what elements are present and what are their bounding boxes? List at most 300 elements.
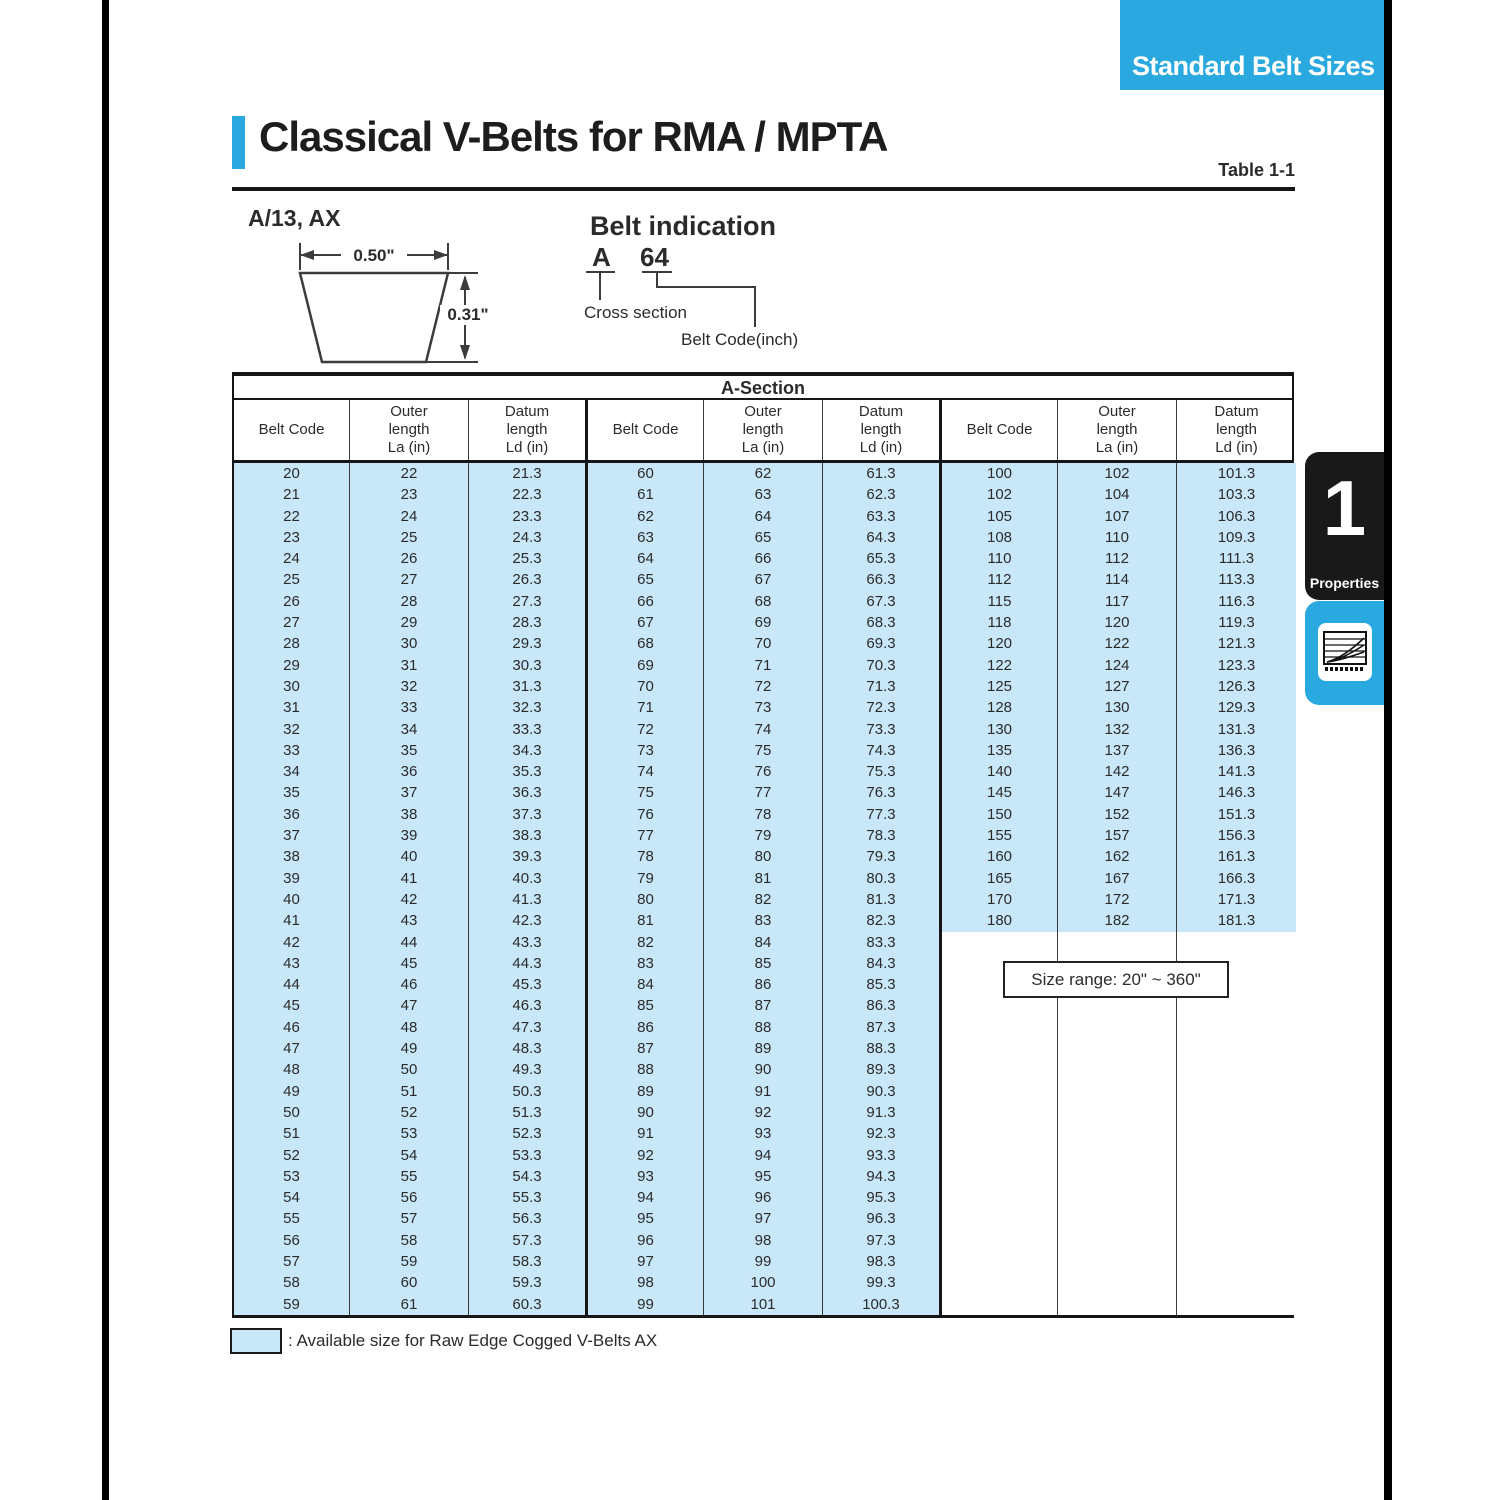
left-page-rule <box>102 0 109 1500</box>
table-cell: 32 <box>234 719 350 740</box>
table-cell: 52 <box>234 1145 350 1166</box>
table-cell: 70 <box>704 633 823 654</box>
table-cell: 33.3 <box>469 719 588 740</box>
table-cell: 59 <box>350 1251 469 1272</box>
table-reference: Table 1-1 <box>1218 160 1295 180</box>
table-cell: 131.3 <box>1177 719 1296 740</box>
table-cell: 83 <box>704 910 823 931</box>
table-cell <box>1177 1081 1296 1102</box>
table-cell: 60 <box>588 463 704 484</box>
table-cell: 50 <box>350 1059 469 1080</box>
table-cell: 63.3 <box>823 506 942 527</box>
table-row <box>234 569 1292 590</box>
table-cell: 22 <box>234 506 350 527</box>
table-cell: 26 <box>350 548 469 569</box>
table-cell: 91 <box>704 1081 823 1102</box>
table-row <box>234 1017 1292 1038</box>
table-cell: 54 <box>234 1187 350 1208</box>
chart-curves-icon <box>1323 631 1367 673</box>
table-cell: 103.3 <box>1177 484 1296 505</box>
belt-code-label: Belt Code(inch) <box>681 330 799 349</box>
table-cell: 26 <box>234 591 350 612</box>
table-cell: 60.3 <box>469 1294 588 1315</box>
table-cell <box>942 995 1058 1016</box>
table-cell: 61.3 <box>823 463 942 484</box>
table-cell: 47 <box>234 1038 350 1059</box>
table-row <box>234 910 1292 931</box>
table-cell: 76 <box>704 761 823 782</box>
table-cell: 156.3 <box>1177 825 1296 846</box>
table-cell: 49 <box>350 1038 469 1059</box>
table-cell: 66 <box>704 548 823 569</box>
table-cell <box>942 1145 1058 1166</box>
column-header: Outer length La (in) <box>1058 400 1177 460</box>
table-body <box>234 463 1292 1315</box>
table-cell: 117 <box>1058 591 1177 612</box>
table-row <box>234 846 1292 867</box>
profile-label: A/13, AX <box>248 205 341 231</box>
table-cell: 75 <box>704 740 823 761</box>
table-row <box>234 1081 1292 1102</box>
legend-text: : Available size for Raw Edge Cogged V-Belts AX <box>288 1331 658 1350</box>
table-cell <box>942 1272 1058 1293</box>
column-header: Datum length Ld (in) <box>469 400 588 460</box>
table-row <box>234 825 1292 846</box>
table-cell: 36.3 <box>469 782 588 803</box>
table-cell: 38 <box>350 804 469 825</box>
table-cell: 116.3 <box>1177 591 1296 612</box>
table-cell: 88 <box>704 1017 823 1038</box>
table-cell: 86.3 <box>823 995 942 1016</box>
table-cell: 98 <box>588 1272 704 1293</box>
table-cell: 152 <box>1058 804 1177 825</box>
table-cell: 23 <box>234 527 350 548</box>
table-row <box>234 719 1292 740</box>
table-cell: 97 <box>704 1208 823 1229</box>
table-cell: 56 <box>350 1187 469 1208</box>
table-row <box>234 506 1292 527</box>
table-cell: 145 <box>942 782 1058 803</box>
table-cell: 38 <box>234 846 350 867</box>
table-row <box>234 591 1292 612</box>
table-cell: 29 <box>350 612 469 633</box>
table-cell: 160 <box>942 846 1058 867</box>
table-cell: 46.3 <box>469 995 588 1016</box>
table-cell: 42.3 <box>469 910 588 931</box>
table-cell: 96 <box>588 1230 704 1251</box>
table-cell: 86 <box>588 1017 704 1038</box>
table-cell <box>942 932 1058 953</box>
table-cell <box>942 1251 1058 1272</box>
table-cell: 91.3 <box>823 1102 942 1123</box>
table-cell: 54.3 <box>469 1166 588 1187</box>
table-cell: 54 <box>350 1145 469 1166</box>
table-cell: 93.3 <box>823 1145 942 1166</box>
table-cell: 120 <box>1058 612 1177 633</box>
table-cell <box>1177 1102 1296 1123</box>
table-cell <box>1058 1166 1177 1187</box>
table-cell: 102 <box>942 484 1058 505</box>
table-cell: 28 <box>350 591 469 612</box>
table-cell: 29.3 <box>469 633 588 654</box>
table-cell: 59 <box>234 1294 350 1315</box>
table-cell: 76 <box>588 804 704 825</box>
table-cell: 67.3 <box>823 591 942 612</box>
table-cell: 45 <box>350 953 469 974</box>
belt-cross-section-shape <box>300 273 448 362</box>
table-cell: 92 <box>704 1102 823 1123</box>
table-cell: 121.3 <box>1177 633 1296 654</box>
right-page-rule <box>1384 0 1392 1500</box>
table-cell <box>1177 932 1296 953</box>
table-cell: 61 <box>350 1294 469 1315</box>
table-cell: 167 <box>1058 868 1177 889</box>
table-cell <box>1058 1059 1177 1080</box>
table-cell: 53.3 <box>469 1145 588 1166</box>
table-cell: 104 <box>1058 484 1177 505</box>
table-cell: 55 <box>350 1166 469 1187</box>
table-cell: 29 <box>234 655 350 676</box>
table-cell: 112 <box>942 569 1058 590</box>
table-cell: 106.3 <box>1177 506 1296 527</box>
table-cell <box>1177 1272 1296 1293</box>
table-cell: 99 <box>704 1251 823 1272</box>
table-cell: 99.3 <box>823 1272 942 1293</box>
height-dimension-label: 0.31" <box>440 305 496 325</box>
table-cell: 129.3 <box>1177 697 1296 718</box>
table-cell: 84 <box>704 932 823 953</box>
table-cell: 67 <box>588 612 704 633</box>
table-cell: 44 <box>350 932 469 953</box>
table-cell: 80 <box>588 889 704 910</box>
table-cell <box>942 1081 1058 1102</box>
table-cell: 137 <box>1058 740 1177 761</box>
table-cell: 44.3 <box>469 953 588 974</box>
table-cell: 94 <box>704 1145 823 1166</box>
table-cell: 166.3 <box>1177 868 1296 889</box>
table-cell <box>1177 1294 1296 1315</box>
table-cell: 46 <box>234 1017 350 1038</box>
table-cell: 48.3 <box>469 1038 588 1059</box>
table-cell: 84 <box>588 974 704 995</box>
table-cell: 41.3 <box>469 889 588 910</box>
table-cell: 151.3 <box>1177 804 1296 825</box>
table-cell: 70.3 <box>823 655 942 676</box>
table-cell <box>1177 1166 1296 1187</box>
table-cell: 24.3 <box>469 527 588 548</box>
table-cell: 27 <box>350 569 469 590</box>
table-cell: 37.3 <box>469 804 588 825</box>
table-cell: 68 <box>588 633 704 654</box>
table-cell: 39.3 <box>469 846 588 867</box>
table-cell: 80 <box>704 846 823 867</box>
table-row <box>234 1251 1292 1272</box>
table-cell: 79 <box>704 825 823 846</box>
table-cell: 25 <box>234 569 350 590</box>
table-row <box>234 676 1292 697</box>
table-cell: 165 <box>942 868 1058 889</box>
table-cell: 95.3 <box>823 1187 942 1208</box>
table-cell: 63 <box>588 527 704 548</box>
table-cell <box>1058 1102 1177 1123</box>
table-cell: 110 <box>942 548 1058 569</box>
table-cell: 113.3 <box>1177 569 1296 590</box>
table-cell: 42 <box>350 889 469 910</box>
table-cell: 87 <box>704 995 823 1016</box>
table-cell: 32.3 <box>469 697 588 718</box>
table-cell: 58 <box>350 1230 469 1251</box>
table-cell: 80.3 <box>823 868 942 889</box>
table-cell: 30 <box>350 633 469 654</box>
table-cell: 59.3 <box>469 1272 588 1293</box>
corner-banner-label: Standard Belt Sizes <box>1132 51 1375 81</box>
table-cell: 65.3 <box>823 548 942 569</box>
cross-section-label: Cross section <box>584 303 687 322</box>
table-cell: 161.3 <box>1177 846 1296 867</box>
table-cell: 34.3 <box>469 740 588 761</box>
table-cell: 46 <box>350 974 469 995</box>
table-cell: 132 <box>1058 719 1177 740</box>
table-cell: 77.3 <box>823 804 942 825</box>
table-cell <box>1177 1123 1296 1144</box>
table-cell: 25 <box>350 527 469 548</box>
table-cell: 130 <box>942 719 1058 740</box>
table-cell <box>942 1230 1058 1251</box>
table-row <box>234 633 1292 654</box>
chart-icon-box <box>1318 623 1372 681</box>
table-cell: 146.3 <box>1177 782 1296 803</box>
legend <box>230 1326 657 1356</box>
table-cell: 28.3 <box>469 612 588 633</box>
table-cell: 85.3 <box>823 974 942 995</box>
table-cell: 88.3 <box>823 1038 942 1059</box>
title-rule <box>232 187 1295 191</box>
table-cell: 82 <box>704 889 823 910</box>
table-cell: 109.3 <box>1177 527 1296 548</box>
table-cell: 64 <box>704 506 823 527</box>
table-row <box>234 782 1292 803</box>
table-cell: 48 <box>234 1059 350 1080</box>
table-cell <box>1058 1145 1177 1166</box>
table-row <box>234 889 1292 910</box>
table-cell <box>1058 932 1177 953</box>
table-cell: 20 <box>234 463 350 484</box>
table-row <box>234 995 1292 1016</box>
indication-section-letter: A <box>592 242 611 272</box>
column-header: Outer length La (in) <box>704 400 823 460</box>
table-cell: 102 <box>1058 463 1177 484</box>
table-cell: 45 <box>234 995 350 1016</box>
table-cell: 171.3 <box>1177 889 1296 910</box>
table-cell: 37 <box>350 782 469 803</box>
table-cell: 52 <box>350 1102 469 1123</box>
table-cell: 98 <box>704 1230 823 1251</box>
table-cell: 69.3 <box>823 633 942 654</box>
table-cell <box>1177 1251 1296 1272</box>
table-cell <box>1058 1272 1177 1293</box>
table-cell: 62 <box>588 506 704 527</box>
table-cell: 49.3 <box>469 1059 588 1080</box>
table-cell: 83.3 <box>823 932 942 953</box>
belt-indication-title: Belt indication <box>590 211 777 241</box>
vbelt-size-table <box>232 372 1294 1318</box>
table-cell: 71.3 <box>823 676 942 697</box>
table-cell: 96 <box>704 1187 823 1208</box>
table-cell: 23 <box>350 484 469 505</box>
table-cell: 41 <box>234 910 350 931</box>
table-cell: 89.3 <box>823 1059 942 1080</box>
table-cell: 89 <box>588 1081 704 1102</box>
corner-banner <box>1120 0 1384 90</box>
table-cell: 89 <box>704 1038 823 1059</box>
table-cell: 140 <box>942 761 1058 782</box>
table-cell: 74.3 <box>823 740 942 761</box>
table-cell: 78.3 <box>823 825 942 846</box>
table-row <box>234 484 1292 505</box>
table-cell: 32 <box>350 676 469 697</box>
table-row <box>234 527 1292 548</box>
table-cell: 57.3 <box>469 1230 588 1251</box>
table-cell: 21 <box>234 484 350 505</box>
table-cell: 36 <box>350 761 469 782</box>
indication-code-number: 64 <box>640 242 669 272</box>
table-cell: 34 <box>234 761 350 782</box>
table-cell: 66.3 <box>823 569 942 590</box>
table-cell: 75.3 <box>823 761 942 782</box>
table-cell <box>942 1166 1058 1187</box>
table-row <box>234 1038 1292 1059</box>
table-cell: 92.3 <box>823 1123 942 1144</box>
properties-chart-tab <box>1305 601 1384 705</box>
table-cell: 95 <box>704 1166 823 1187</box>
table-cell: 73 <box>704 697 823 718</box>
chapter-tab <box>1305 452 1384 600</box>
legend-swatch <box>230 1328 282 1354</box>
table-cell: 22 <box>350 463 469 484</box>
table-cell: 28 <box>234 633 350 654</box>
table-cell: 110 <box>1058 527 1177 548</box>
table-cell: 53 <box>350 1123 469 1144</box>
size-range-note: Size range: 20" ~ 360" <box>1003 961 1229 998</box>
table-cell: 86 <box>704 974 823 995</box>
table-cell: 96.3 <box>823 1208 942 1229</box>
table-cell: 21.3 <box>469 463 588 484</box>
table-cell: 41 <box>350 868 469 889</box>
table-cell: 57 <box>234 1251 350 1272</box>
table-cell: 35.3 <box>469 761 588 782</box>
table-row <box>234 1187 1292 1208</box>
table-cell: 30.3 <box>469 655 588 676</box>
table-cell: 38.3 <box>469 825 588 846</box>
table-cell: 125 <box>942 676 1058 697</box>
table-cell: 58.3 <box>469 1251 588 1272</box>
column-header: Belt Code <box>942 400 1058 460</box>
table-cell: 130 <box>1058 697 1177 718</box>
table-cell: 27 <box>234 612 350 633</box>
table-cell: 33 <box>350 697 469 718</box>
table-cell: 36 <box>234 804 350 825</box>
table-cell: 51.3 <box>469 1102 588 1123</box>
table-cell: 127 <box>1058 676 1177 697</box>
table-cell <box>942 1038 1058 1059</box>
table-cell: 53 <box>234 1166 350 1187</box>
table-cell: 172 <box>1058 889 1177 910</box>
table-cell <box>942 1187 1058 1208</box>
table-row <box>234 1059 1292 1080</box>
table-cell: 47 <box>350 995 469 1016</box>
table-cell <box>1058 1294 1177 1315</box>
table-cell: 35 <box>234 782 350 803</box>
table-header-row <box>234 400 1292 463</box>
table-cell <box>1177 1059 1296 1080</box>
table-cell <box>1058 1017 1177 1038</box>
table-cell: 61 <box>588 484 704 505</box>
table-cell: 78 <box>704 804 823 825</box>
table-cell: 58 <box>234 1272 350 1293</box>
table-cell: 43 <box>350 910 469 931</box>
table-cell: 95 <box>588 1208 704 1229</box>
table-cell: 180 <box>942 910 1058 931</box>
table-cell: 67 <box>704 569 823 590</box>
table-cell <box>1177 995 1296 1016</box>
table-row <box>234 612 1292 633</box>
table-cell: 100.3 <box>823 1294 942 1315</box>
table-cell: 81.3 <box>823 889 942 910</box>
table-cell: 31 <box>234 697 350 718</box>
table-cell: 155 <box>942 825 1058 846</box>
table-cell: 150 <box>942 804 1058 825</box>
table-cell: 100 <box>704 1272 823 1293</box>
table-cell: 30 <box>234 676 350 697</box>
table-cell: 82 <box>588 932 704 953</box>
table-cell: 77 <box>704 782 823 803</box>
table-cell: 83 <box>588 953 704 974</box>
table-cell: 40 <box>234 889 350 910</box>
table-cell: 55 <box>234 1208 350 1229</box>
table-cell: 43.3 <box>469 932 588 953</box>
chapter-label: Properties <box>1309 575 1380 591</box>
table-cell: 94 <box>588 1187 704 1208</box>
table-cell <box>1177 1017 1296 1038</box>
table-cell: 73 <box>588 740 704 761</box>
table-row <box>234 463 1292 484</box>
table-cell: 101 <box>704 1294 823 1315</box>
table-cell: 90.3 <box>823 1081 942 1102</box>
table-cell: 60 <box>350 1272 469 1293</box>
table-cell: 94.3 <box>823 1166 942 1187</box>
table-cell: 56 <box>234 1230 350 1251</box>
table-cell: 157 <box>1058 825 1177 846</box>
table-cell: 23.3 <box>469 506 588 527</box>
table-cell: 37 <box>234 825 350 846</box>
table-cell: 24 <box>350 506 469 527</box>
table-cell: 74 <box>588 761 704 782</box>
table-cell <box>1058 995 1177 1016</box>
table-cell <box>1058 1187 1177 1208</box>
table-cell <box>942 1123 1058 1144</box>
table-cell: 22.3 <box>469 484 588 505</box>
table-cell: 72 <box>588 719 704 740</box>
table-cell: 78 <box>588 846 704 867</box>
table-cell: 62.3 <box>823 484 942 505</box>
table-cell: 126.3 <box>1177 676 1296 697</box>
table-cell: 79.3 <box>823 846 942 867</box>
table-cell: 63 <box>704 484 823 505</box>
table-row <box>234 1272 1292 1293</box>
table-cell: 119.3 <box>1177 612 1296 633</box>
table-row <box>234 1123 1292 1144</box>
table-row <box>234 868 1292 889</box>
